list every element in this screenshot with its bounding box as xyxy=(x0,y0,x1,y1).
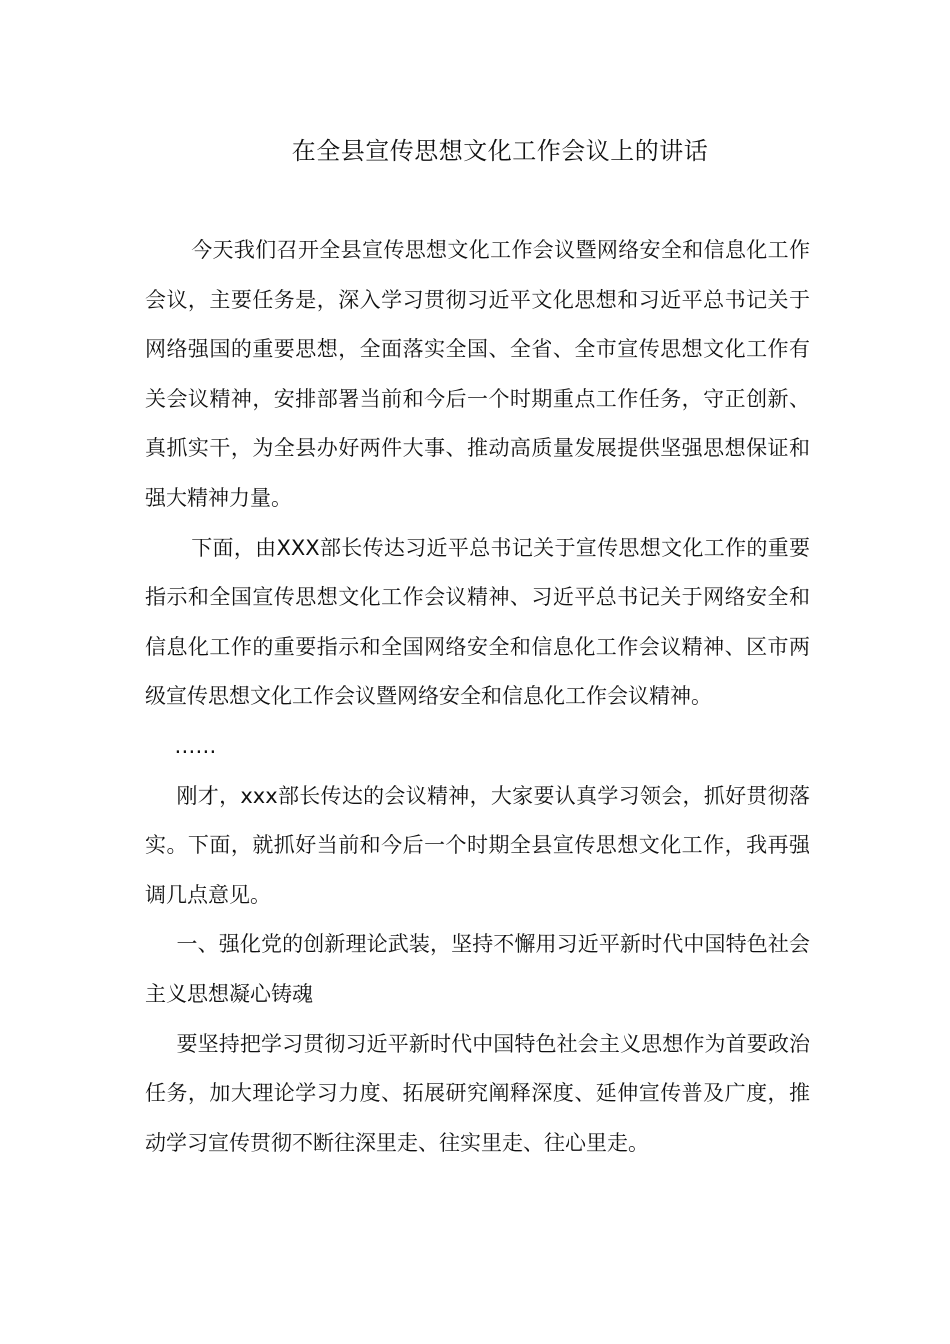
paragraph-section-one: 要坚持把学习贯彻习近平新时代中国特色社会主义思想作为首要政治任务，加大理论学习力度、拓展研究阐释深度、延伸宣传普及广度，推动学习宣传贯彻不断往深里走、往实里走、往心里走。 xyxy=(145,1031,810,1155)
paragraph-transmission: 下面，由XXX部长传达习近平总书记关于宣传思想文化工作的重要指示和全国宣传思想文化工作会议精神、习近平总书记关于网络安全和信息化工作的重要指示和全国网络安全和信息化工作会议精神、区市两级宣传思想文化工作会议暨网络安全和信息化工作会议精神。 xyxy=(145,535,810,709)
document-body xyxy=(145,226,810,1168)
section-heading-one: 一、强化党的创新理论武装，坚持不懈用习近平新时代中国特色社会主义思想凝心铸魂 xyxy=(145,932,810,1006)
paragraph-ellipsis: …… xyxy=(174,733,217,758)
paragraph-opening: 今天我们召开全县宣传思想文化工作会议暨网络安全和信息化工作会议，主要任务是，深入学习贯彻习近平文化思想和习近平总书记关于网络强国的重要思想，全面落实全国、全省、全市宣传思想文化工作有关会议精神，安排部署当前和今后一个时期重点工作任务，守正创新、真抓实干，为全县办好两件大事、推动高质量发展提供坚强思想保证和强大精神力量。 xyxy=(145,238,810,510)
paragraph-emphasis: 刚才，xxx部长传达的会议精神，大家要认真学习领会，抓好贯彻落实。下面，就抓好当前和今后一个时期全县宣传思想文化工作，我再强调几点意见。 xyxy=(145,783,810,907)
document-title: 在全县宣传思想文化工作会议上的讲话 xyxy=(291,137,709,165)
